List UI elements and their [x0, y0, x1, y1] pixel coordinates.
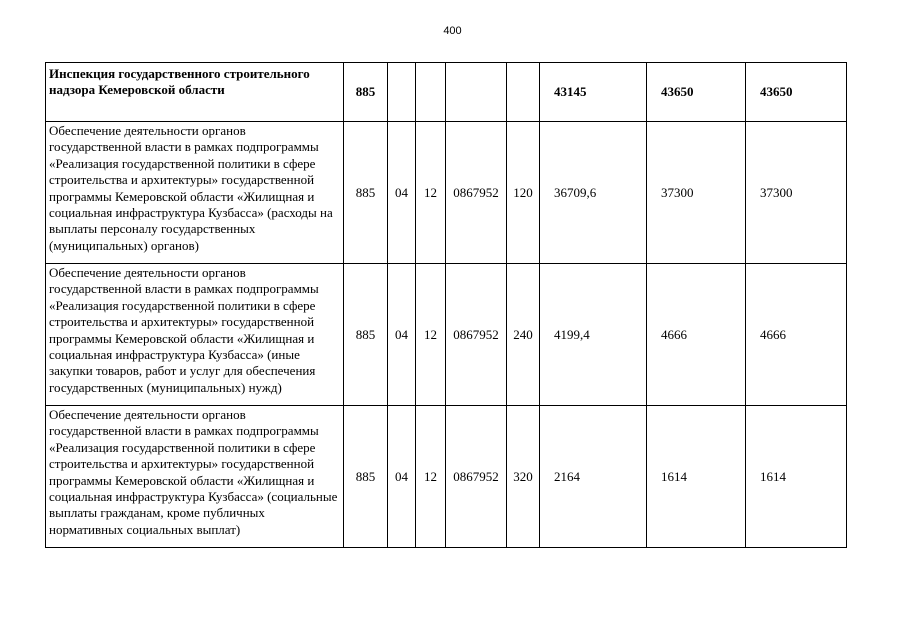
header-type-cell	[507, 63, 540, 122]
header-target-cell	[446, 63, 507, 122]
row-amount-3-cell: 37300	[746, 122, 847, 264]
header-section-cell	[388, 63, 416, 122]
table-row	[46, 406, 847, 548]
row-subsection-cell: 12	[416, 406, 446, 548]
header-code-cell: 885	[344, 63, 388, 122]
row-type-cell: 320	[507, 406, 540, 548]
row-amount-1-cell: 4199,4	[540, 264, 647, 406]
table-header-row	[46, 63, 847, 122]
row-amount-3-cell: 1614	[746, 406, 847, 548]
row-amount-2-cell: 37300	[647, 122, 746, 264]
header-amount-2-cell: 43650	[647, 63, 746, 122]
row-amount-1-cell: 2164	[540, 406, 647, 548]
table-row	[46, 122, 847, 264]
budget-table	[45, 62, 847, 548]
row-code-cell: 885	[344, 264, 388, 406]
row-target-cell: 0867952	[446, 122, 507, 264]
row-amount-2-cell: 4666	[647, 264, 746, 406]
row-subsection-cell: 12	[416, 264, 446, 406]
row-name-cell: Обеспечение деятельности органов государственной власти в рамках подпрограммы «Реализация государственной политики в сфере строительства и архитектуры» государственной программы Кемеровской области «Жилищная и социальная инфраструктура Кузбасса» (социальные выплаты гражданам, кроме публичных нормативных социальных выплат)	[46, 406, 344, 548]
row-name-cell: Обеспечение деятельности органов государственной власти в рамках подпрограммы «Реализация государственной политики в сфере строительства и архитектуры» государственной программы Кемеровской области «Жилищная и социальная инфраструктура Кузбасса» (расходы на выплаты персоналу государственных (муниципальных) органов)	[46, 122, 344, 264]
row-target-cell: 0867952	[446, 406, 507, 548]
row-section-cell: 04	[388, 264, 416, 406]
table-row	[46, 264, 847, 406]
row-target-cell: 0867952	[446, 264, 507, 406]
header-subsection-cell	[416, 63, 446, 122]
header-amount-3-cell: 43650	[746, 63, 847, 122]
row-amount-3-cell: 4666	[746, 264, 847, 406]
header-amount-1-cell: 43145	[540, 63, 647, 122]
row-name-cell: Обеспечение деятельности органов государственной власти в рамках подпрограммы «Реализация государственной политики в сфере строительства и архитектуры» государственной программы Кемеровской области «Жилищная и социальная инфраструктура Кузбасса» (иные закупки товаров, работ и услуг для обеспечения государственных (муниципальных) нужд)	[46, 264, 344, 406]
row-code-cell: 885	[344, 406, 388, 548]
row-section-cell: 04	[388, 122, 416, 264]
row-code-cell: 885	[344, 122, 388, 264]
row-type-cell: 120	[507, 122, 540, 264]
row-subsection-cell: 12	[416, 122, 446, 264]
row-section-cell: 04	[388, 406, 416, 548]
row-amount-2-cell: 1614	[647, 406, 746, 548]
page-number: 400	[443, 25, 462, 37]
header-name-cell: Инспекция государственного строительного надзора Кемеровской области	[46, 63, 344, 122]
row-type-cell: 240	[507, 264, 540, 406]
row-amount-1-cell: 36709,6	[540, 122, 647, 264]
